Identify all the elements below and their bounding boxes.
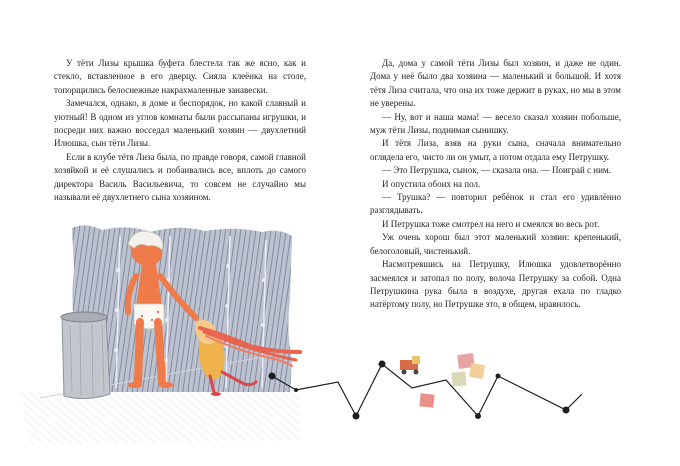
paragraph: Замечался, однако, в доме и беспорядок, но какой славный и уютный! В одном из углов комнаты были рассыпаны игрушки, и посреди них важно восседал маленький хозяин — двухлетний Илюшка, сын тёти Лизы. bbox=[54, 98, 306, 149]
paragraph: И опустила обоих на пол. bbox=[382, 178, 481, 189]
paragraph: Если в клубе тётя Лиза была, по правде говоря, самой главной хозяйкой и её слушались и побаивались все, вплоть до самого директора Василь Васильевича, то совсем не случайно мы называли её двухлетнего сына хозяином. bbox=[54, 151, 306, 203]
paragraph: И тётя Лиза, взяв на руки сына, сначала внимательно оглядела его, чисто ли он умыт, а потом отдала ему Петрушку. bbox=[370, 138, 621, 162]
paragraph: Уж очень хорош был этот маленький хозяин: крепенький, белоголовый, чистенький. bbox=[370, 232, 621, 256]
bucket bbox=[61, 312, 110, 399]
paragraph: — Трушка? — повторил ребёнок и стал его удивлённо разглядывать. bbox=[370, 192, 621, 216]
toy-truck bbox=[400, 356, 420, 375]
paragraph: — Ну, вот и наша мама! — весело сказал хозяин побольше, муж тёти Лизы, поднимая сынишку. bbox=[370, 111, 621, 136]
paragraph: Насмотревшись на Петрушку, Илюшка удовлетворённо засмеялся и затопал по полу, волоча Петрушку за собой. Одна Петрушкина рука была в воздухе, другая ехала по гладко натёртому полу, но Петрушке это, в общем, нравилось. bbox=[370, 259, 621, 310]
paragraph: У тёти Лизы крышка буфета блестела так же ясно, как и стекло, вставленное в его дверцу. Сияла клеёнка на столе, топорщились белоснежные накрахмаленные занавески. bbox=[54, 58, 306, 95]
paragraph: Да, дома у самой тёти Лизы был хозяин, и даже не один. Дома у неё было два хозяина — маленький и большой. И хотя тётя Лиза считала, что она их тоже держит в руках, но мы в этом не уверены. bbox=[370, 58, 621, 109]
floor bbox=[20, 392, 300, 446]
toy-chain bbox=[269, 361, 583, 420]
paragraph: И Петрушка тоже смотрел на него и смеялся во весь рот. bbox=[382, 218, 600, 229]
paragraph: — Это Петрушка, сынок, — сказала она. — Поиграй с ним. bbox=[382, 165, 611, 176]
